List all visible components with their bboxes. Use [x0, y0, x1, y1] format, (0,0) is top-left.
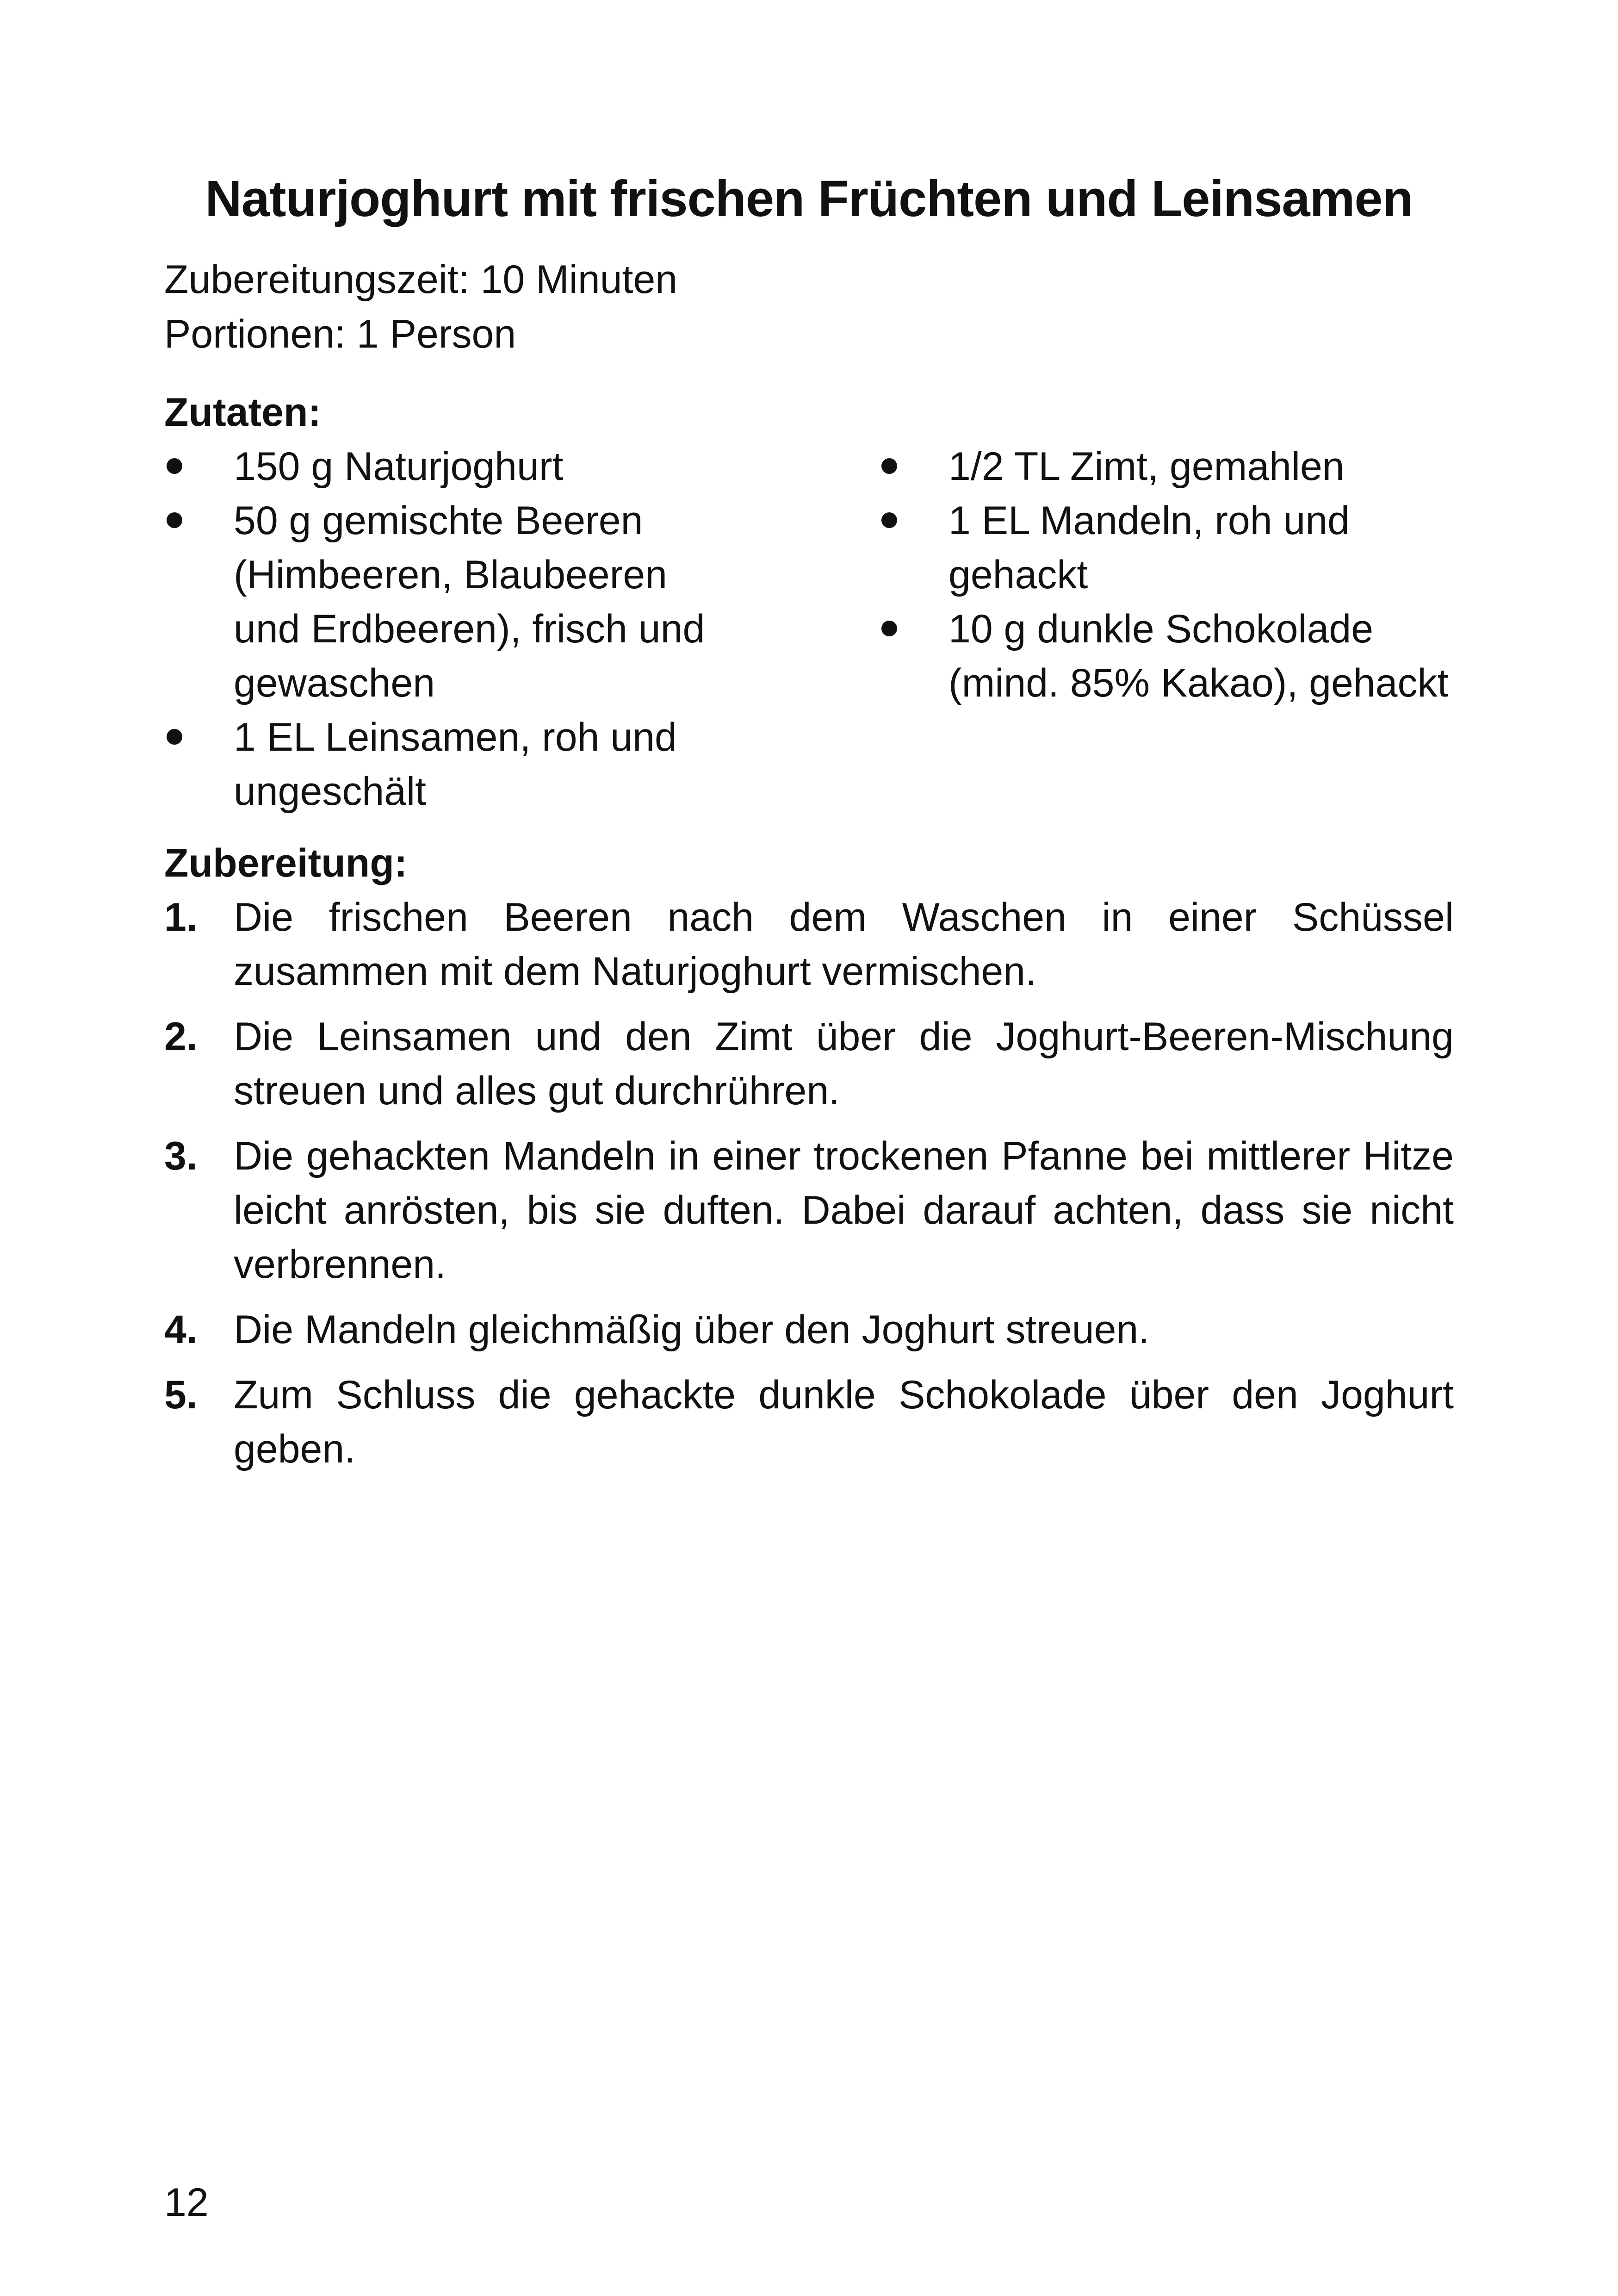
bullet-icon: [881, 512, 897, 528]
ingredient-text: 1 EL Mandeln, roh und gehackt: [948, 498, 1350, 597]
servings: Portionen: 1 Person: [164, 312, 516, 356]
ingredient-item: [164, 710, 766, 819]
prep-time: Zubereitungszeit: 10 Minuten: [164, 257, 678, 302]
bullet-icon: [167, 729, 182, 745]
ingredients-heading: Zutaten:: [164, 390, 322, 435]
step-item: [164, 1129, 1454, 1292]
step-text: Die Mandeln gleichmäßig über den Joghurt streuen.: [234, 1307, 1150, 1352]
ingredient-item: [879, 440, 1481, 494]
bullet-icon: [167, 512, 182, 528]
step-number: 3.: [164, 1134, 198, 1178]
step-text: Die gehackten Mandeln in einer trockenen Pfanne bei mittlerer Hitze leicht anrösten, bis sie duften. Dabei darauf achten, dass sie nicht verbrennen.: [234, 1134, 1454, 1287]
step-item: [164, 1368, 1454, 1476]
ingredients-list-left: [164, 440, 766, 819]
step-item: [164, 890, 1454, 999]
recipe-title: Naturjoghurt mit frischen Früchten und Leinsamen: [205, 170, 1413, 227]
ingredient-item: [879, 602, 1481, 710]
bullet-icon: [881, 458, 897, 474]
step-text: Zum Schluss die gehackte dunkle Schokolade über den Joghurt geben.: [234, 1373, 1454, 1471]
recipe-meta: [164, 252, 677, 361]
page-number: 12: [164, 2180, 209, 2225]
step-item: [164, 1010, 1454, 1118]
ingredient-text: 10 g dunkle Schokolade (mind. 85% Kakao), gehackt: [948, 607, 1449, 705]
step-number: 5.: [164, 1373, 198, 1417]
bullet-icon: [167, 458, 182, 474]
ingredient-text: 1/2 TL Zimt, gemahlen: [948, 444, 1345, 489]
ingredient-item: [164, 494, 766, 710]
ingredients-list-right: [879, 440, 1481, 710]
step-number: 4.: [164, 1307, 198, 1352]
ingredient-text: 1 EL Leinsamen, roh und ungeschält: [234, 715, 677, 814]
preparation-steps: [164, 890, 1454, 1487]
step-text: Die frischen Beeren nach dem Waschen in einer Schüssel zusammen mit dem Naturjoghurt vermischen.: [234, 895, 1454, 994]
ingredient-item: [879, 494, 1481, 602]
step-text: Die Leinsamen und den Zimt über die Joghurt-Beeren-Mischung streuen und alles gut durchrühren.: [234, 1014, 1454, 1113]
step-number: 1.: [164, 895, 198, 940]
preparation-heading: Zubereitung:: [164, 841, 408, 885]
step-item: [164, 1303, 1454, 1357]
bullet-icon: [881, 621, 897, 636]
ingredient-text: 150 g Naturjoghurt: [234, 444, 564, 489]
ingredient-item: [164, 440, 766, 494]
step-number: 2.: [164, 1014, 198, 1059]
ingredient-text: 50 g gemischte Beeren (Himbeeren, Blaubeeren und Erdbeeren), frisch und gewaschen: [234, 498, 705, 705]
